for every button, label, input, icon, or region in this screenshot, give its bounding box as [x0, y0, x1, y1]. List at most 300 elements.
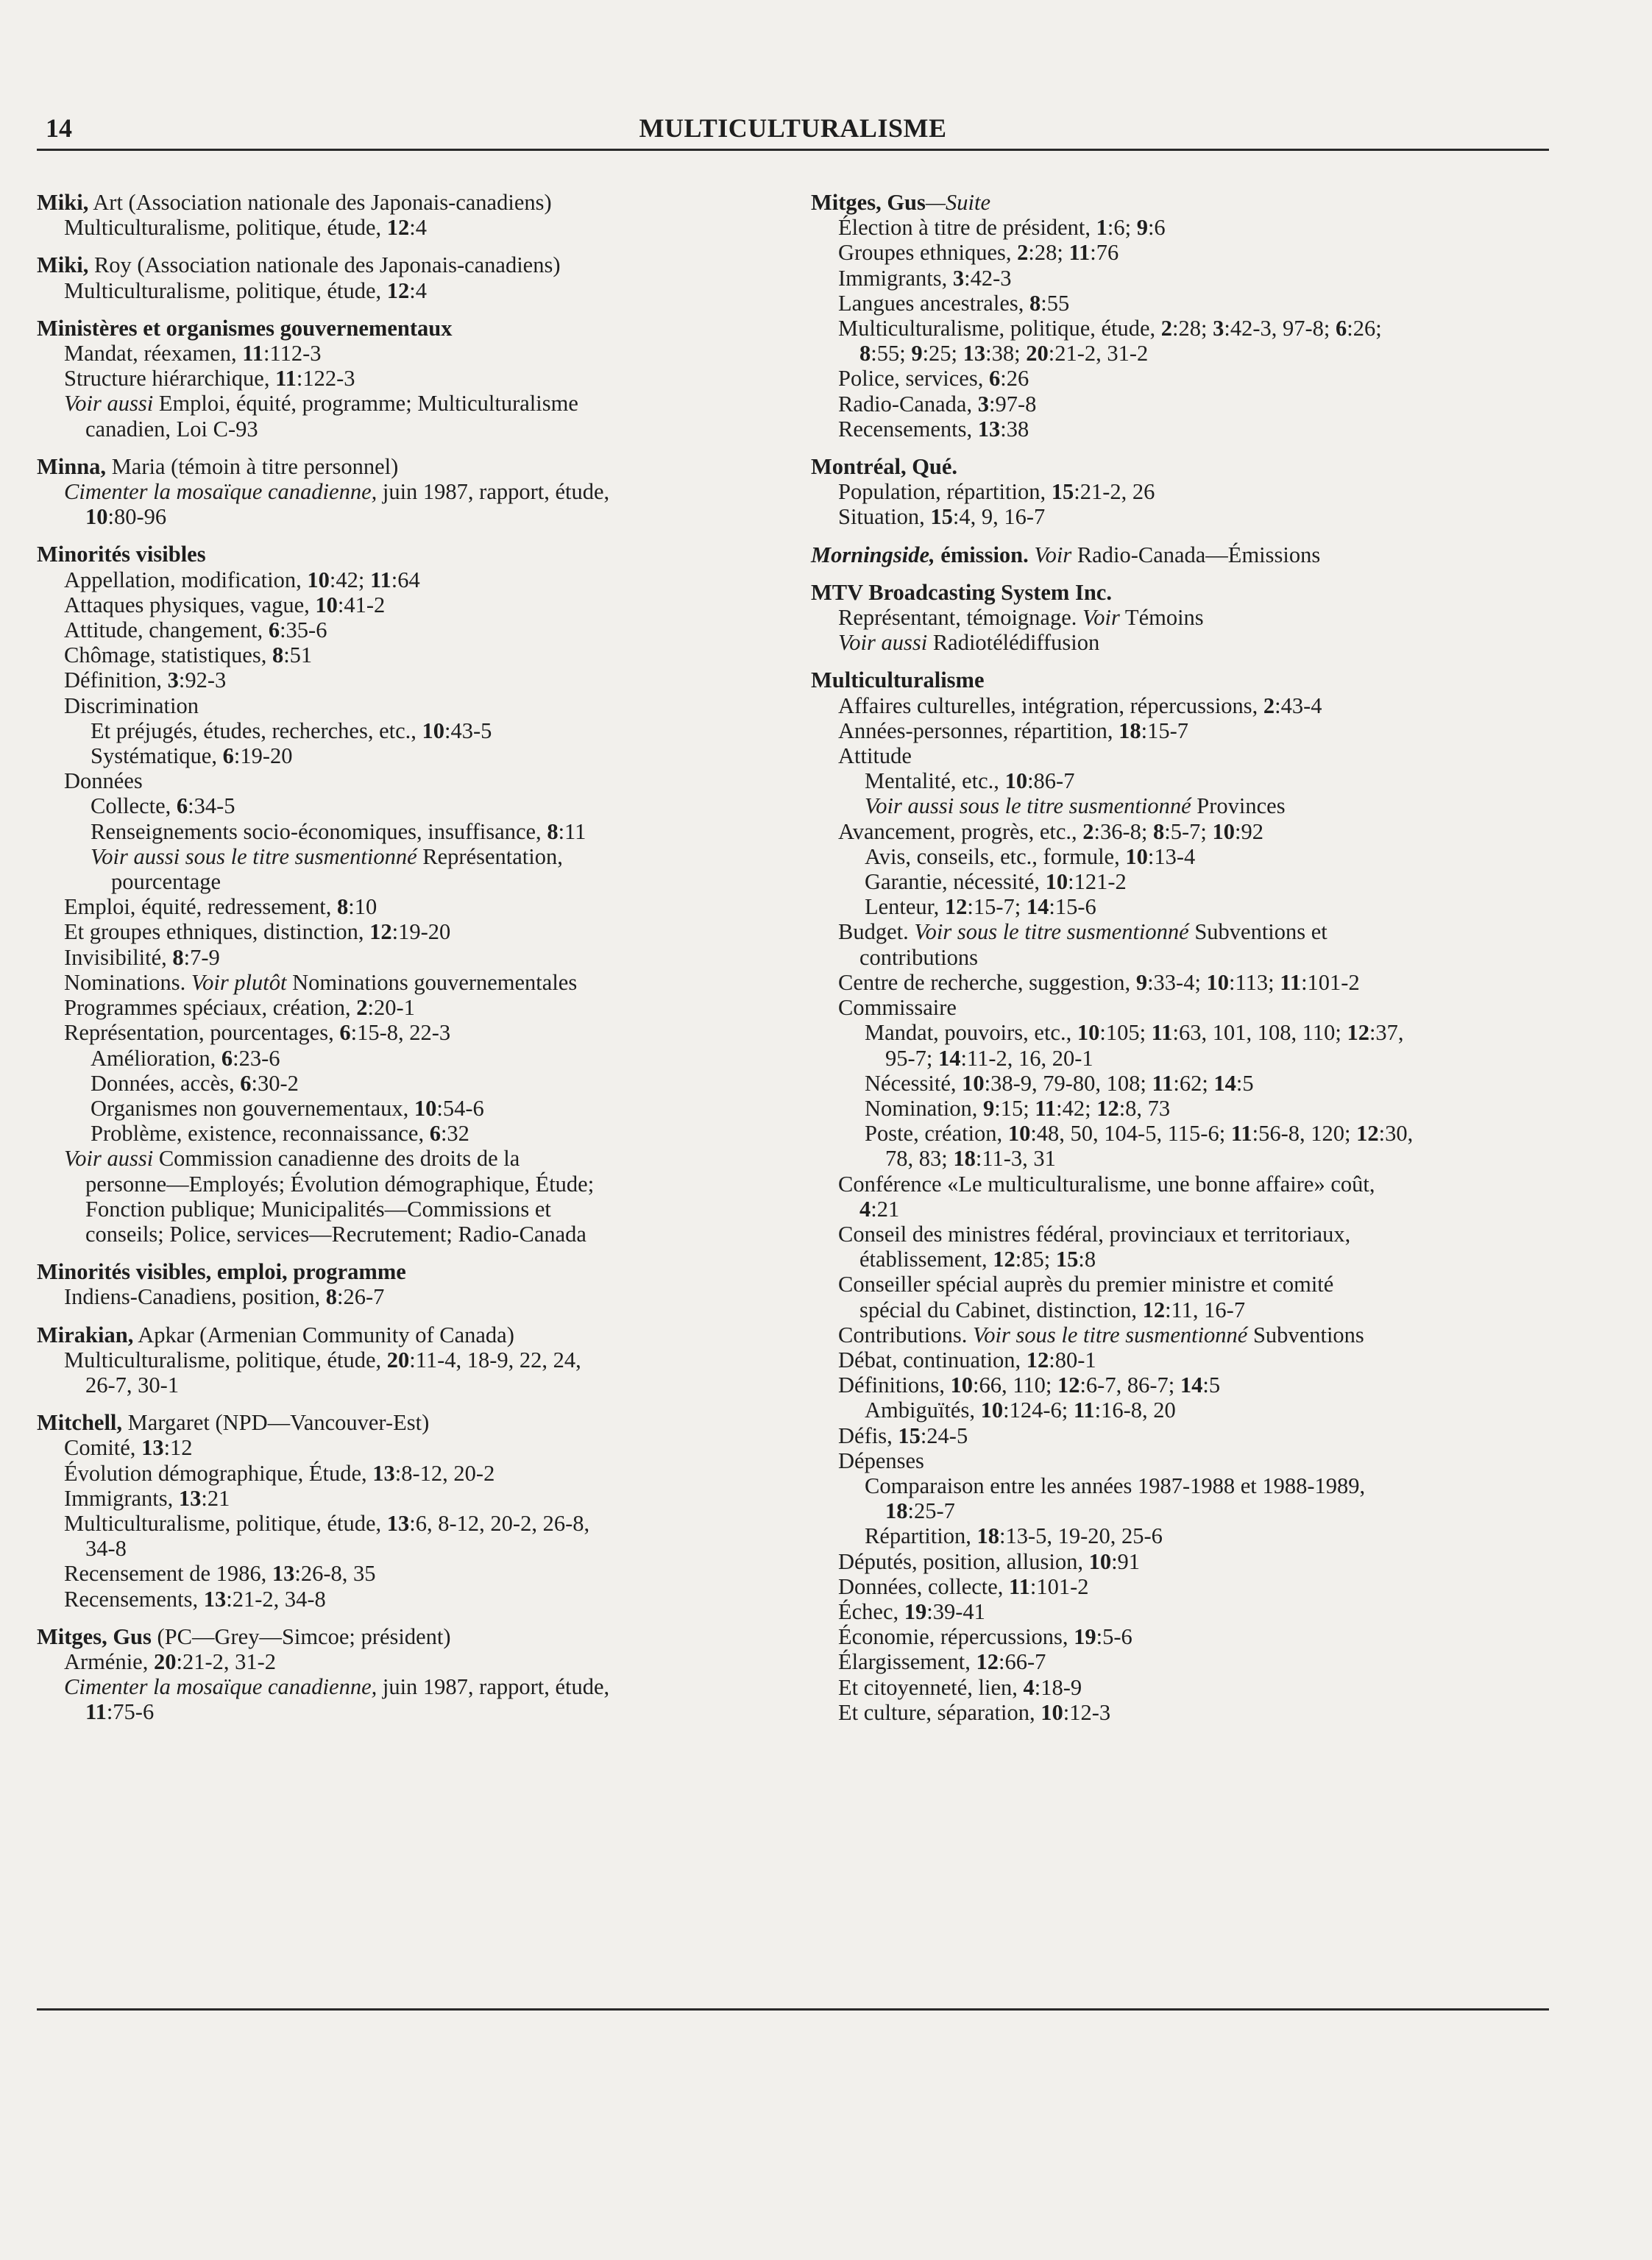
index-text: Et culture, séparation, [838, 1699, 1041, 1725]
index-heading [811, 454, 1547, 479]
index-subentry [811, 1398, 1547, 1423]
index-text: Lenteur, [865, 894, 945, 920]
volume-number: 18 [953, 1146, 976, 1172]
index-text: :33-4; [1147, 969, 1207, 995]
volume-number: 8 [547, 818, 559, 844]
index-text: :32 [440, 1121, 469, 1147]
index-text: Voir [1082, 605, 1120, 631]
index-subentry [37, 1020, 802, 1045]
index-text: Multiculturalisme [811, 667, 985, 693]
volume-number: 12 [1026, 1347, 1049, 1372]
index-subentry [37, 1511, 802, 1536]
index-text: Échec, [838, 1598, 904, 1624]
page-number: 14 [46, 113, 72, 143]
index-text: Gus [113, 1623, 152, 1649]
index-subentry [811, 1272, 1547, 1297]
index-subentry [37, 768, 802, 793]
index-subentry [811, 1247, 1547, 1272]
index-entry [37, 454, 802, 530]
index-text: Immigrants, [838, 265, 953, 291]
index-text: 26-7, 30-1 [85, 1372, 180, 1398]
index-text: Voir aussi [64, 1146, 154, 1172]
index-entry [37, 1322, 802, 1398]
index-subentry [811, 1448, 1547, 1473]
index-text: :21-2, 31-2 [176, 1648, 277, 1674]
index-heading [37, 316, 802, 341]
index-subentry [811, 1574, 1547, 1599]
index-subentry [37, 945, 802, 970]
volume-number: 14 [1213, 1070, 1236, 1096]
index-text: Multiculturalisme, politique, étude, [64, 1347, 387, 1372]
index-subentry [811, 1121, 1547, 1146]
volume-number: 6 [988, 366, 1001, 392]
index-text: :12-3 [1063, 1699, 1111, 1725]
volume-number: 6 [268, 617, 280, 643]
volume-number: 3 [952, 265, 965, 291]
index-text: Discrimination [64, 692, 199, 718]
index-subentry [811, 1473, 1547, 1498]
volume-number: 14 [1026, 894, 1049, 920]
index-subentry [811, 605, 1547, 630]
index-text: :21-2, 31-2 [1048, 341, 1149, 366]
index-subentry [811, 743, 1547, 768]
index-subentry [811, 1649, 1547, 1674]
index-text: Multiculturalisme, politique, étude, [838, 316, 1161, 341]
footer-divider [37, 2008, 1549, 2011]
index-heading [811, 190, 1547, 215]
index-subentry [37, 919, 802, 944]
index-subentry [811, 366, 1547, 391]
volume-number: 8 [325, 1284, 338, 1310]
index-text: :13-5, 19-20, 25-6 [999, 1523, 1163, 1549]
volume-number: 8 [1153, 818, 1165, 844]
volume-number: 12 [1142, 1297, 1166, 1322]
volume-number: 10 [1206, 969, 1230, 995]
index-text: Arménie, [64, 1648, 154, 1674]
index-text: Margaret (NPD—Vancouver-Est) [122, 1410, 430, 1436]
index-text: :4 [409, 277, 428, 303]
volume-number: 1 [1096, 215, 1107, 241]
index-text: Structure hiérarchique, [64, 366, 276, 392]
volume-number: 12 [386, 277, 410, 303]
index-heading [37, 1410, 802, 1435]
index-text: :4 [409, 215, 428, 241]
volume-number: 6 [240, 1070, 252, 1096]
index-text: Conférence «Le multiculturalisme, une bonne affaire» coût, [838, 1171, 1375, 1197]
volume-number: 10 [307, 567, 330, 592]
volume-number: 3 [167, 667, 179, 693]
index-text: :5 [1236, 1070, 1254, 1096]
index-subentry [37, 1172, 802, 1197]
index-text: Années-personnes, répartition, [838, 718, 1119, 743]
index-subentry [811, 1700, 1547, 1725]
volume-number: 11 [1151, 1020, 1173, 1046]
index-subentry [37, 743, 802, 768]
volume-number: 2 [1017, 240, 1029, 266]
index-subentry [811, 630, 1547, 655]
index-subentry [37, 1071, 802, 1096]
index-subentry [37, 504, 802, 529]
index-subentry [811, 1498, 1547, 1523]
index-heading [37, 1322, 802, 1347]
index-text: Attitude [838, 743, 912, 769]
index-subentry [37, 1347, 802, 1372]
index-text: :15-6 [1049, 894, 1096, 920]
index-entry [37, 1624, 802, 1725]
index-subentry [811, 240, 1547, 265]
index-subentry [37, 869, 802, 894]
index-text: :25; [922, 341, 963, 366]
index-text: :18-9 [1034, 1674, 1082, 1700]
index-subentry [37, 1536, 802, 1561]
index-subentry [37, 819, 802, 844]
index-text: personne—Employés; Évolution démographique, Étude; [85, 1171, 595, 1197]
volume-number: 13 [178, 1485, 202, 1511]
index-text: :13-4 [1147, 843, 1196, 869]
index-text: :39-41 [926, 1598, 985, 1624]
index-text: :21-2, 34-8 [226, 1586, 326, 1612]
index-heading [811, 667, 1547, 692]
index-subentry [37, 366, 802, 391]
index-text: Contributions. [838, 1322, 974, 1347]
index-text: Nominations. [64, 969, 191, 995]
volume-number: 15 [898, 1423, 921, 1448]
index-text: Emploi, équité, programme; Multiculturalisme [153, 391, 578, 417]
index-text: Élection à titre de président, [838, 215, 1096, 241]
index-subentry [37, 793, 802, 818]
index-text: :112-3 [263, 341, 322, 366]
volume-number: 13 [963, 341, 986, 366]
volume-number: 11 [275, 366, 297, 392]
index-subentry [37, 592, 802, 617]
index-text: :12 [163, 1435, 193, 1461]
index-text: —Suite [925, 190, 990, 215]
index-text: :66, 110; [973, 1372, 1057, 1398]
index-text: Langues ancestrales, [838, 290, 1029, 316]
index-text: canadien, Loi C-93 [85, 416, 258, 442]
index-text: :10 [348, 894, 377, 920]
index-text: :16-8, 20 [1094, 1398, 1176, 1423]
index-text: 78, 83; [885, 1146, 954, 1172]
index-text: :122-3 [296, 366, 355, 392]
index-text: :15-7; [967, 894, 1027, 920]
index-text: :92 [1234, 818, 1263, 844]
index-text: Groupes ethniques, [838, 240, 1018, 266]
index-text: :6 [1147, 215, 1166, 241]
index-entry [37, 1259, 802, 1309]
volume-number: 8 [272, 642, 284, 668]
index-text: Programmes spéciaux, création, [64, 995, 357, 1021]
index-text: :26-7 [337, 1284, 385, 1310]
index-text: Cimenter la mosaïque canadienne, [64, 479, 377, 505]
index-text: Systématique, [91, 743, 223, 769]
index-text: :66-7 [998, 1649, 1046, 1675]
index-text: pourcentage [111, 869, 221, 895]
index-text: Voir [1034, 542, 1072, 567]
index-text: :11 [558, 818, 586, 844]
index-text: Roy (Association nationale des Japonais-canadiens) [88, 252, 561, 278]
volume-number: 10 [1212, 818, 1235, 844]
index-text: :21-2, 26 [1074, 479, 1155, 505]
volume-number: 10 [1125, 843, 1148, 869]
index-text: Répartition, [865, 1523, 977, 1549]
index-text: Mitchell, [37, 1410, 123, 1436]
volume-number: 10 [414, 1095, 437, 1121]
volume-number: 11 [242, 341, 264, 366]
index-text: :26-8, 35 [294, 1561, 376, 1587]
index-text: :15-7 [1141, 718, 1189, 743]
volume-number: 10 [1007, 1121, 1031, 1147]
index-text: :28; [1172, 316, 1213, 341]
index-entry [811, 580, 1547, 656]
index-subentry [37, 894, 802, 919]
index-text: :64 [391, 567, 420, 592]
index-text: :11-2, 16, 20-1 [960, 1045, 1093, 1071]
volume-number: 13 [203, 1586, 227, 1612]
index-text: :91 [1111, 1548, 1141, 1574]
index-text: Attaques physiques, vague, [64, 592, 316, 617]
volume-number: 10 [1004, 768, 1028, 794]
volume-number: 15 [1055, 1247, 1079, 1272]
index-heading [811, 580, 1547, 605]
index-text: Indiens-Canadiens, position, [64, 1284, 326, 1310]
volume-number: 10 [315, 592, 338, 617]
index-subentry [811, 1020, 1547, 1045]
index-text: Comité, [64, 1435, 142, 1461]
volume-number: 10 [1088, 1548, 1112, 1574]
index-text: Évolution démographique, Étude, [64, 1460, 373, 1486]
index-text: :20-1 [367, 995, 415, 1021]
index-text: Données, accès, [91, 1070, 241, 1096]
index-text: :8-12, 20-2 [394, 1460, 495, 1486]
index-subentry [811, 894, 1547, 919]
index-text: :80-1 [1049, 1347, 1096, 1372]
volume-number: 9 [1136, 215, 1148, 241]
index-subentry [37, 718, 802, 743]
index-subentry [811, 417, 1547, 442]
index-text: (PC—Grey—Simcoe; président) [151, 1623, 451, 1649]
index-text: Commissaire [838, 995, 957, 1021]
index-text: Problème, existence, reconnaissance, [91, 1121, 430, 1147]
volume-number: 13 [141, 1435, 164, 1461]
index-text: :42-3, 97-8; [1224, 316, 1336, 341]
index-text: Dépenses [838, 1448, 924, 1473]
index-text: Budget. [838, 919, 915, 945]
index-text: :6; [1107, 215, 1137, 241]
index-text: Miki, [37, 252, 89, 278]
index-text: :62; [1173, 1070, 1214, 1096]
volume-number: 13 [386, 1510, 410, 1536]
index-text: Affaires culturelles, intégration, répercussions, [838, 692, 1263, 718]
index-text: Radio-Canada, [838, 391, 978, 417]
volume-number: 10 [1045, 869, 1068, 895]
index-text: conseils; Police, services—Recrutement; Radio-Canada [85, 1221, 586, 1247]
index-text: émission. [935, 542, 1029, 567]
index-text: Nécessité, [865, 1070, 963, 1096]
index-subentry [37, 278, 802, 303]
volume-number: 14 [1180, 1372, 1203, 1398]
index-text: :124-6; [1003, 1398, 1074, 1423]
volume-number: 11 [1230, 1121, 1252, 1147]
index-text: Ambiguïtés, [865, 1398, 981, 1423]
index-text: :26; [1347, 316, 1382, 341]
index-subentry [37, 1486, 802, 1511]
volume-number: 18 [1119, 718, 1141, 743]
index-text: :15-8, 22-3 [350, 1020, 451, 1046]
index-text: :6-7, 86-7; [1080, 1372, 1180, 1398]
index-text: :21 [201, 1485, 230, 1511]
index-text: juin 1987, rapport, étude, [377, 479, 610, 505]
index-text: Emploi, équité, redressement, [64, 894, 337, 920]
index-text: Situation, [838, 504, 931, 530]
index-text: :30-2 [251, 1070, 299, 1096]
index-text: :97-8 [988, 391, 1037, 417]
index-text: Chômage, statistiques, [64, 642, 272, 668]
header-divider [37, 149, 1549, 151]
index-text: Mentalité, etc., [865, 768, 1005, 794]
volume-number: 11 [1035, 1095, 1057, 1121]
index-subentry [811, 291, 1547, 316]
index-subentry [37, 1046, 802, 1071]
index-text: :101-2 [1301, 969, 1360, 995]
index-text: Subventions [1247, 1322, 1364, 1347]
index-text: Données [64, 768, 143, 794]
index-subentry [37, 417, 802, 442]
index-subentry [37, 1222, 802, 1247]
volume-number: 12 [386, 215, 410, 241]
index-text: Voir aussi [64, 391, 154, 417]
index-text: :5-7; [1164, 818, 1213, 844]
index-text: Économie, répercussions, [838, 1624, 1074, 1650]
index-text: Recensements, [838, 416, 978, 442]
volume-number: 8 [172, 944, 184, 970]
index-text: :6, 8-12, 20-2, 26-8, [409, 1510, 590, 1536]
index-subentry [811, 1222, 1547, 1247]
index-subentry [811, 1675, 1547, 1700]
index-text: :11, 16-7 [1165, 1297, 1246, 1322]
index-text: :21 [871, 1196, 900, 1222]
index-text: Population, répartition, [838, 479, 1052, 505]
volume-number: 12 [369, 919, 392, 945]
index-subentry [37, 1372, 802, 1398]
volume-number: 20 [153, 1648, 177, 1674]
index-text: :36-8; [1093, 818, 1153, 844]
index-text: :35-6 [280, 617, 327, 643]
index-subentry [811, 1423, 1547, 1448]
volume-number: 13 [977, 416, 1001, 442]
index-text: Organismes non gouvernementaux, [91, 1095, 414, 1121]
index-subentry [37, 1435, 802, 1460]
index-text: :23-6 [233, 1045, 280, 1071]
index-subentry [811, 392, 1547, 417]
index-entry [811, 190, 1547, 442]
index-text: Voir aussi sous le titre susmentionné [865, 793, 1191, 819]
volume-number: 9 [911, 341, 923, 366]
volume-number: 11 [1009, 1573, 1030, 1599]
volume-number: 19 [904, 1598, 927, 1624]
volume-number: 8 [859, 341, 871, 366]
index-subentry [811, 1347, 1547, 1372]
index-subentry [37, 479, 802, 504]
index-text: :5-6 [1096, 1624, 1132, 1650]
volume-number: 12 [1356, 1121, 1379, 1147]
index-text: :19-20 [391, 919, 451, 945]
index-text: Mandat, réexamen, [64, 341, 243, 366]
volume-number: 10 [1041, 1699, 1063, 1725]
index-entry [37, 190, 802, 240]
index-text: :121-2 [1068, 869, 1127, 895]
index-text: Montréal, Qué. [811, 454, 958, 480]
index-subentry [811, 1197, 1547, 1222]
index-subentry [811, 1549, 1547, 1574]
index-text: Représentant, témoignage. [838, 605, 1083, 631]
index-text: Subventions et [1188, 919, 1327, 945]
index-text: Minorités visibles, emploi, programme [37, 1259, 406, 1285]
index-text: :25-7 [907, 1498, 955, 1524]
index-text: Avis, conseils, etc., formule, [865, 843, 1126, 869]
volume-number: 10 [1077, 1020, 1100, 1046]
volume-number: 11 [369, 567, 391, 592]
index-subentry [37, 693, 802, 718]
index-subentry [811, 819, 1547, 844]
volume-number: 11 [85, 1699, 107, 1725]
index-text: :113; [1229, 969, 1280, 995]
index-text: Voir aussi [838, 630, 928, 656]
index-heading [811, 542, 1547, 567]
index-entry [811, 454, 1547, 530]
index-text: 34-8 [85, 1536, 127, 1562]
volume-number: 11 [1152, 1070, 1174, 1096]
index-text: :28; [1028, 240, 1069, 266]
index-subentry [811, 1172, 1547, 1197]
volume-number: 13 [272, 1561, 295, 1587]
index-text: Mandat, pouvoirs, etc., [865, 1020, 1077, 1046]
index-text: Multiculturalisme, politique, étude, [64, 215, 387, 241]
index-subentry [811, 844, 1547, 869]
volume-number: 15 [930, 504, 953, 530]
index-subentry [811, 1322, 1547, 1347]
index-text: :41-2 [337, 592, 386, 617]
index-text: :37, [1369, 1020, 1404, 1046]
index-subentry [811, 1523, 1547, 1548]
index-text: :42; [1056, 1095, 1097, 1121]
index-text: Et citoyenneté, lien, [838, 1674, 1024, 1700]
index-text: Voir aussi sous le titre susmentionné [91, 843, 417, 869]
index-text: Radiotélédiffusion [927, 630, 1100, 656]
index-text: Amélioration, [91, 1045, 221, 1071]
index-subentry [811, 793, 1547, 818]
index-text: Débat, continuation, [838, 1347, 1027, 1372]
volume-number: 12 [993, 1247, 1015, 1272]
index-subentry [811, 215, 1547, 240]
index-text: :43-4 [1275, 692, 1322, 718]
index-entry [37, 1410, 802, 1612]
index-text: :48, 50, 104-5, 115-6; [1030, 1121, 1231, 1147]
index-text: :8, 73 [1119, 1095, 1171, 1121]
index-subentry [37, 1197, 802, 1222]
index-heading [37, 252, 802, 277]
volume-number: 3 [1213, 316, 1224, 341]
index-text: Maria (témoin à titre personnel) [106, 453, 399, 479]
index-text: Cimenter la mosaïque canadienne, [64, 1674, 377, 1700]
index-text: :15; [994, 1095, 1035, 1121]
index-text: :80-96 [107, 504, 167, 530]
volume-number: 14 [938, 1045, 961, 1071]
index-text: Comparaison entre les années 1987-1988 et 1988-1989, [865, 1473, 1366, 1498]
index-text: Mitges, [811, 190, 882, 215]
index-text: :55 [1041, 290, 1070, 316]
index-subentry [37, 667, 802, 692]
